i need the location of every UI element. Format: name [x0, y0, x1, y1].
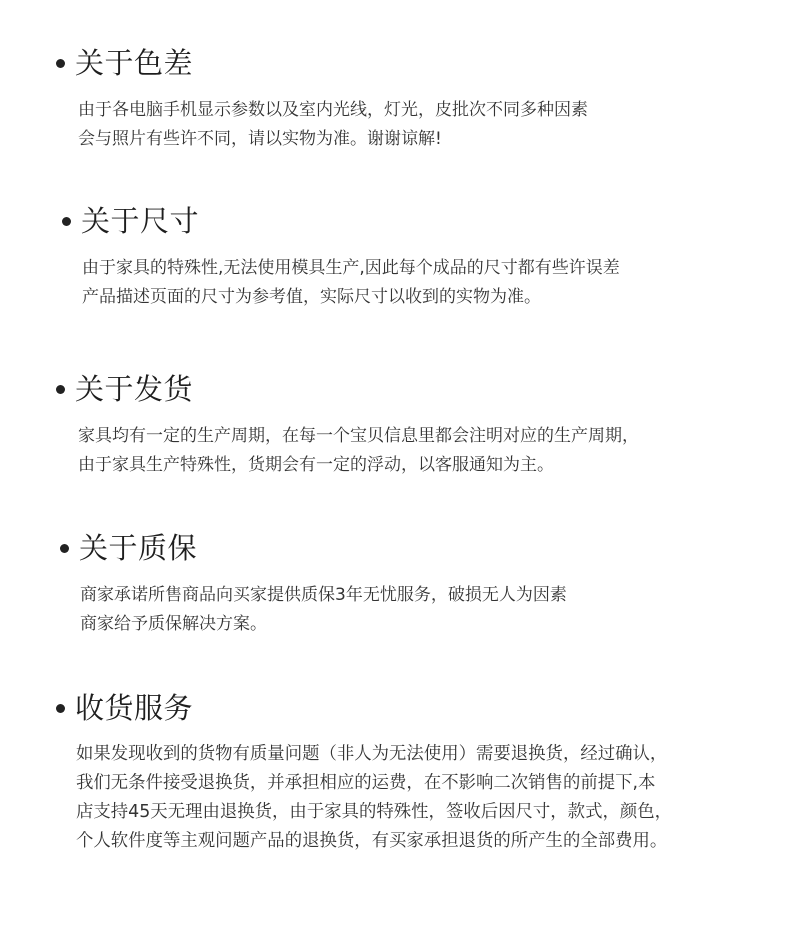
section-title: 关于尺寸	[81, 204, 200, 238]
bullet-icon	[56, 59, 65, 68]
bullet-icon	[56, 385, 65, 394]
bullet-icon	[60, 544, 69, 553]
section-heading	[56, 688, 193, 728]
body-line: 由于家具生产特殊性，货期会有一定的浮动，以客服通知为主。	[78, 455, 554, 475]
body-line: 店支持45天无理由退换货，由于家具的特殊性，签收后因尺寸，款式，颜色，	[76, 802, 673, 822]
body-line: 产品描述页面的尺寸为参考值，实际尺寸以收到的实物为准。	[82, 287, 541, 307]
section-title: 关于质保	[79, 531, 198, 565]
body-line: 家具均有一定的生产周期，在每一个宝贝信息里都会注明对应的生产周期，	[78, 426, 639, 446]
body-line: 会与照片有些许不同，请以实物为准。谢谢谅解!	[78, 129, 442, 149]
bullet-icon	[56, 704, 65, 713]
bullet-icon	[62, 217, 71, 226]
section-body	[82, 254, 620, 312]
body-line: 商家给予质保解决方案。	[80, 614, 267, 634]
section-body	[76, 740, 672, 856]
section-heading	[62, 201, 199, 241]
section-heading	[56, 369, 193, 409]
section-title: 收货服务	[75, 691, 194, 725]
section-title: 关于发货	[75, 372, 194, 406]
body-line: 由于各电脑手机显示参数以及室内光线，灯光，皮批次不同多种因素	[78, 100, 588, 120]
section-body	[78, 96, 588, 154]
section-body	[80, 581, 567, 639]
section-heading	[60, 528, 197, 568]
body-line: 我们无条件接受退换货，并承担相应的运费，在不影响二次销售的前提下,本	[76, 773, 656, 793]
body-line: 由于家具的特殊性,无法使用模具生产,因此每个成品的尺寸都有些许误差	[82, 258, 620, 278]
section-body	[78, 422, 639, 480]
section-title: 关于色差	[75, 46, 194, 80]
body-line: 商家承诺所售商品向买家提供质保3年无忧服务，破损无人为因素	[80, 585, 567, 605]
section-heading	[56, 43, 193, 83]
body-line: 个人软件度等主观问题产品的退换货，有买家承担退货的所产生的全部费用。	[76, 831, 668, 851]
body-line: 如果发现收到的货物有质量问题（非人为无法使用）需要退换货，经过确认，	[76, 744, 668, 764]
